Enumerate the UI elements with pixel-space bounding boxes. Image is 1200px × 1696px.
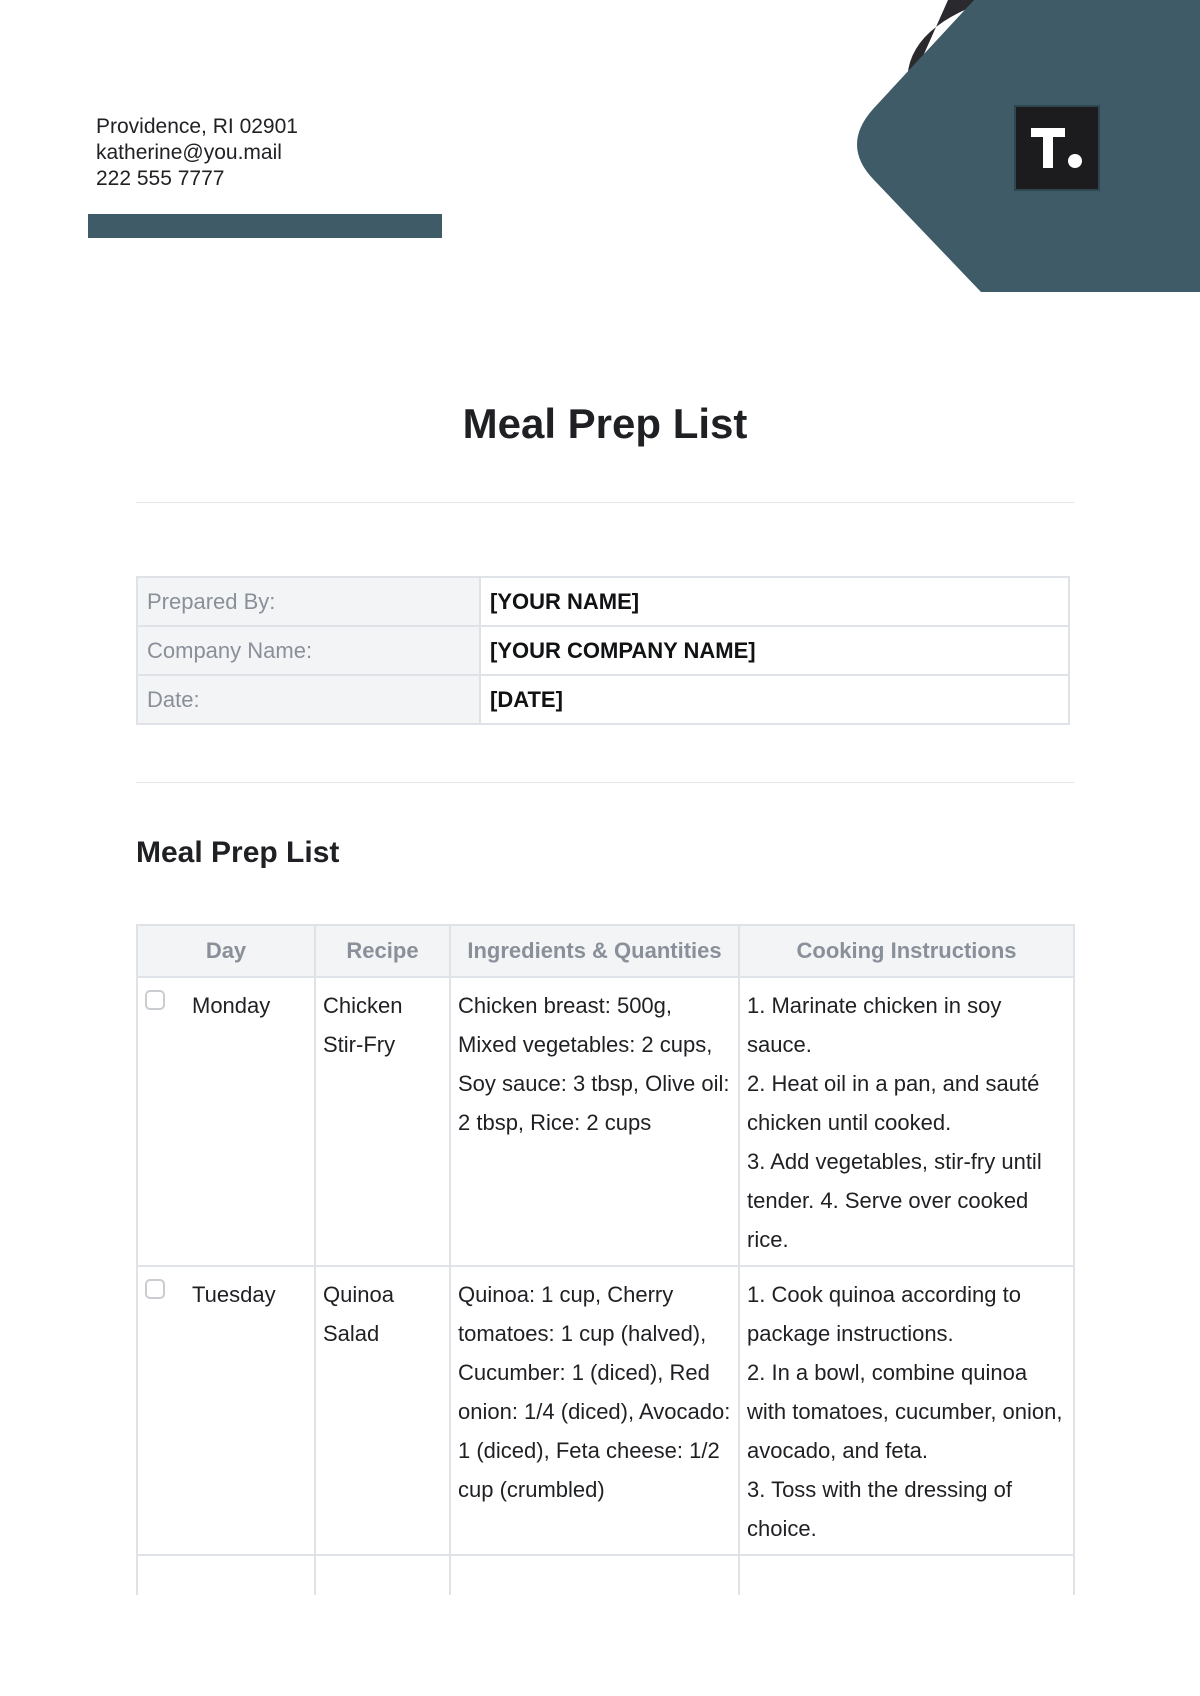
ingredients-cell: Quinoa: 1 cup, Cherry tomatoes: 1 cup (halved), Cucumber: 1 (diced), Red onion: 1/4 (diced), Avocado: 1 (diced), Feta cheese: 1/2 cup (crumbled)	[450, 1266, 739, 1555]
instructions-cell	[739, 1266, 1074, 1555]
instruction-step: 3. Toss with the dressing of choice.	[747, 1477, 1012, 1541]
divider	[136, 782, 1074, 783]
empty-cell	[739, 1555, 1074, 1595]
instruction-step: 1. Cook quinoa according to package instructions.	[747, 1282, 1021, 1346]
day-text: Tuesday	[192, 1282, 276, 1307]
company-name-value: [YOUR COMPANY NAME]	[480, 626, 1069, 675]
instructions-cell	[739, 977, 1074, 1266]
address-text: Providence, RI 02901	[96, 115, 298, 138]
column-header-recipe: Recipe	[315, 925, 450, 977]
empty-cell	[137, 1555, 315, 1595]
recipe-cell: Chicken Stir-Fry	[315, 977, 450, 1266]
info-table	[136, 576, 1070, 725]
phone-text: 222 555 7777	[96, 167, 225, 190]
empty-cell	[315, 1555, 450, 1595]
logo-mark-icon	[1029, 126, 1085, 170]
table-header-row	[137, 925, 1074, 977]
column-header-instructions: Cooking Instructions	[739, 925, 1074, 977]
info-row	[137, 626, 1069, 675]
instruction-step: 2. In a bowl, combine quinoa with tomatoes, cucumber, onion, avocado, and feta.	[747, 1360, 1063, 1463]
divider	[136, 502, 1074, 503]
column-header-day: Day	[137, 925, 315, 977]
date-label: Date:	[137, 675, 480, 724]
instruction-step: 1. Marinate chicken in soy sauce.	[747, 993, 1002, 1057]
table-row	[137, 1266, 1074, 1555]
empty-cell	[450, 1555, 739, 1595]
day-cell	[137, 1266, 315, 1555]
instruction-step: 2. Heat oil in a pan, and sauté chicken until cooked.	[747, 1071, 1040, 1135]
meal-prep-table	[136, 924, 1075, 1595]
column-header-ingredients: Ingredients & Quantities	[450, 925, 739, 977]
company-logo	[1014, 105, 1100, 191]
recipe-cell: Quinoa Salad	[315, 1266, 450, 1555]
ingredients-cell: Chicken breast: 500g, Mixed vegetables: 2 cups, Soy sauce: 3 tbsp, Olive oil: 2 tbsp, Rice: 2 cups	[450, 977, 739, 1266]
section-title: Meal Prep List	[136, 836, 340, 869]
date-value: [DATE]	[480, 675, 1069, 724]
table-row-partial	[137, 1555, 1074, 1595]
done-checkbox[interactable]	[145, 990, 165, 1010]
day-text: Monday	[192, 993, 271, 1018]
info-row	[137, 675, 1069, 724]
contact-block	[96, 114, 298, 192]
header-accent-bar	[88, 214, 442, 238]
instruction-step: 3. Add vegetables, stir-fry until tender. 4. Serve over cooked rice.	[747, 1149, 1042, 1252]
email-text: katherine@you.mail	[96, 141, 282, 164]
day-cell	[137, 977, 315, 1266]
table-row	[137, 977, 1074, 1266]
prepared-by-label: Prepared By:	[137, 577, 480, 626]
page-title: Meal Prep List	[462, 400, 748, 447]
prepared-by-value: [YOUR NAME]	[480, 577, 1069, 626]
info-row	[137, 577, 1069, 626]
company-name-label: Company Name:	[137, 626, 480, 675]
done-checkbox[interactable]	[145, 1279, 165, 1299]
